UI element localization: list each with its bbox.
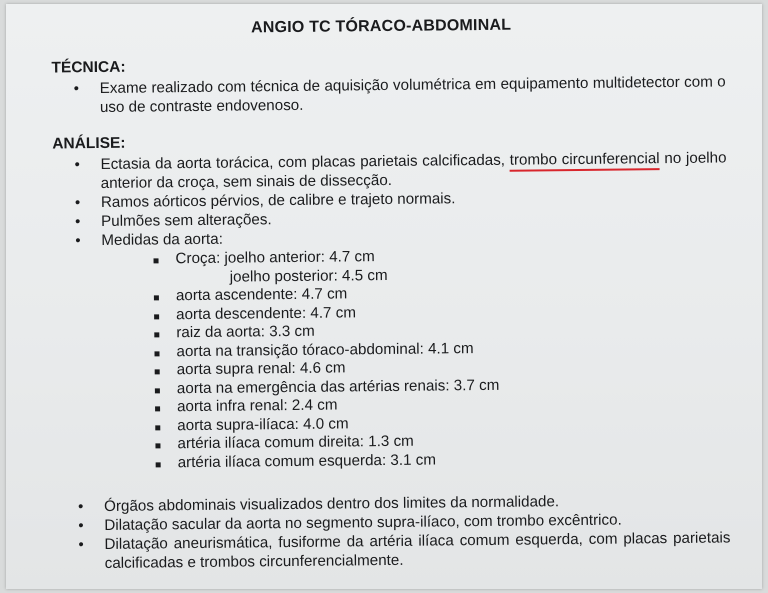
medida-croca-line2: joelho posterior: 4.5 cm xyxy=(229,266,388,286)
final-findings-list xyxy=(62,490,731,573)
finding-dilatacao-sacular: • Dilatação sacular da aorta no segmento supra-ilíaco, com trombo excêntrico. xyxy=(62,509,730,535)
document-page xyxy=(6,4,762,589)
medida-item: aorta supra-ilíaca: 4.0 cm xyxy=(153,411,729,436)
medida-item: aorta na transição tóraco-abdominal: 4.1 cm xyxy=(152,337,728,362)
analise-item-ramos: • Ramos aórticos pérvios, de calibre e trajeto normais. xyxy=(59,186,727,212)
highlighted-text-trombo: trombo circunferencial xyxy=(510,150,660,172)
analise-item-ectasia-text: Ectasia da aorta torácica, com placas parietais calcificadas, xyxy=(100,151,510,173)
medida-item: aorta infra renal: 2.4 cm xyxy=(153,392,729,417)
medida-croca xyxy=(151,244,727,287)
analise-list xyxy=(58,148,729,473)
tecnica-item: • Exame realizado com técnica de aquisição volumétrica em equipamento multidetector com o uso de contraste endovenoso. xyxy=(58,72,726,117)
medida-item: aorta na emergência das artérias renais: 3.7 cm xyxy=(153,374,729,399)
medida-croca-line1: Croça: joelho anterior: 4.7 cm xyxy=(175,248,375,268)
document-title: ANGIO TC TÓRACO-ABDOMINAL xyxy=(250,16,512,37)
document-content xyxy=(3,0,765,593)
analise-item-pulmoes: • Pulmões sem alterações. xyxy=(59,205,727,231)
medida-item: raiz da aorta: 3.3 cm xyxy=(152,318,728,343)
finding-orgaos: • Órgãos abdominais visualizados dentro dos limites da normalidade. xyxy=(62,490,730,516)
analise-item-medidas xyxy=(59,224,729,473)
finding-dilatacao-aneurismatica: • Dilatação aneurismática, fusiforme da artéria ilíaca comum esquerda, com placas parietais calcificadas e trombos circunferencialmente. xyxy=(62,528,730,573)
medida-item: artéria ilíaca comum direita: 1.3 cm xyxy=(153,429,729,454)
medidas-label: Medidas da aorta: xyxy=(101,230,223,249)
medida-item: artéria ilíaca comum esquerda: 3.1 cm xyxy=(154,448,730,473)
tecnica-list xyxy=(58,72,726,117)
medida-item: aorta supra renal: 4.6 cm xyxy=(153,355,729,380)
medida-item: aorta descendente: 4.7 cm xyxy=(152,300,728,325)
medida-item: aorta ascendente: 4.7 cm xyxy=(152,281,728,306)
medidas-list xyxy=(101,244,729,473)
analise-item-ectasia-text-end: no joelho anterior da croça, sem sinais de dissecção. xyxy=(100,149,727,192)
tecnica-heading: TÉCNICA: xyxy=(51,58,126,77)
analise-heading: ANÁLISE: xyxy=(52,134,126,153)
